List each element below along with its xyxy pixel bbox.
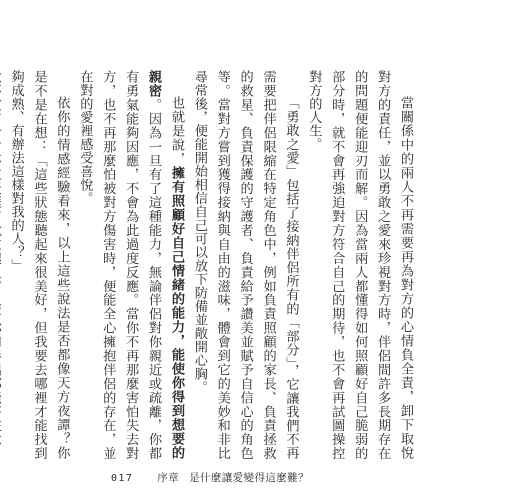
paragraph-text — [0, 70, 1, 460]
paragraph-text: 「勇敢之愛」包括了接納伴侶所有的「部分」，它讓我們不再需要把伴侶限縮在特定角色中，例如負責照顧的家長、負責拯救的救星、負責保護的守護者、負責給予讚美並賦予自信心的角色等。當對方嘗到獲得接納與自由的滋味，體會到它的美妙和非比尋常後，便能開始相信自己可以放下防備並敞開心胸。 — [191, 70, 299, 460]
paragraph-text: 也就是說， — [168, 96, 184, 167]
paragraph-text: 當關係中的兩人不再需要再為對方的心情負全責，卸下取悅對方的責任，並以勇敢之愛來珍視對方時，伴侶間許多長期存在的問題便能迎刃而解。因為當兩人都懂得如何照顧好自己脆弱的部分時，就不會再強迫對方符合自己的期待，也不會再試圖操控對方的人生。 — [306, 70, 413, 460]
chapter-title: 是什麼讓愛變得這麼難？ — [189, 472, 309, 484]
paragraph-text: 依你的情感經驗看來，以上這些說法是否都像天方夜譚？你是不是在想：「這些狀態聽起來很美好，但我要去哪裡才能找到夠成熟、有辦法這樣對我的人？」 — [8, 70, 70, 460]
paragraph — [4, 70, 73, 460]
chapter-label: 序章 — [157, 472, 180, 484]
page-footer — [111, 470, 309, 485]
emphasis-text: 擁有照顧好自己情緒的能力，能使你得到想要的親密 — [146, 70, 184, 461]
paragraph — [301, 70, 416, 460]
paragraph — [187, 70, 302, 460]
paragraph-text: 。因為一旦有了這種能力，無論伴侶對你親近或疏離，你都有勇氣能夠因應，不會為此過度反應。當你不再那麼害怕失去對方，也不再那麼怕被對方傷害時，便能全心擁抱伴侶的存在，並在對的愛裡感受喜悅。 — [77, 70, 162, 461]
paragraph — [72, 70, 187, 460]
page-number: 017 — [111, 473, 134, 484]
paragraph — [0, 70, 4, 460]
body-text — [8, 70, 416, 461]
